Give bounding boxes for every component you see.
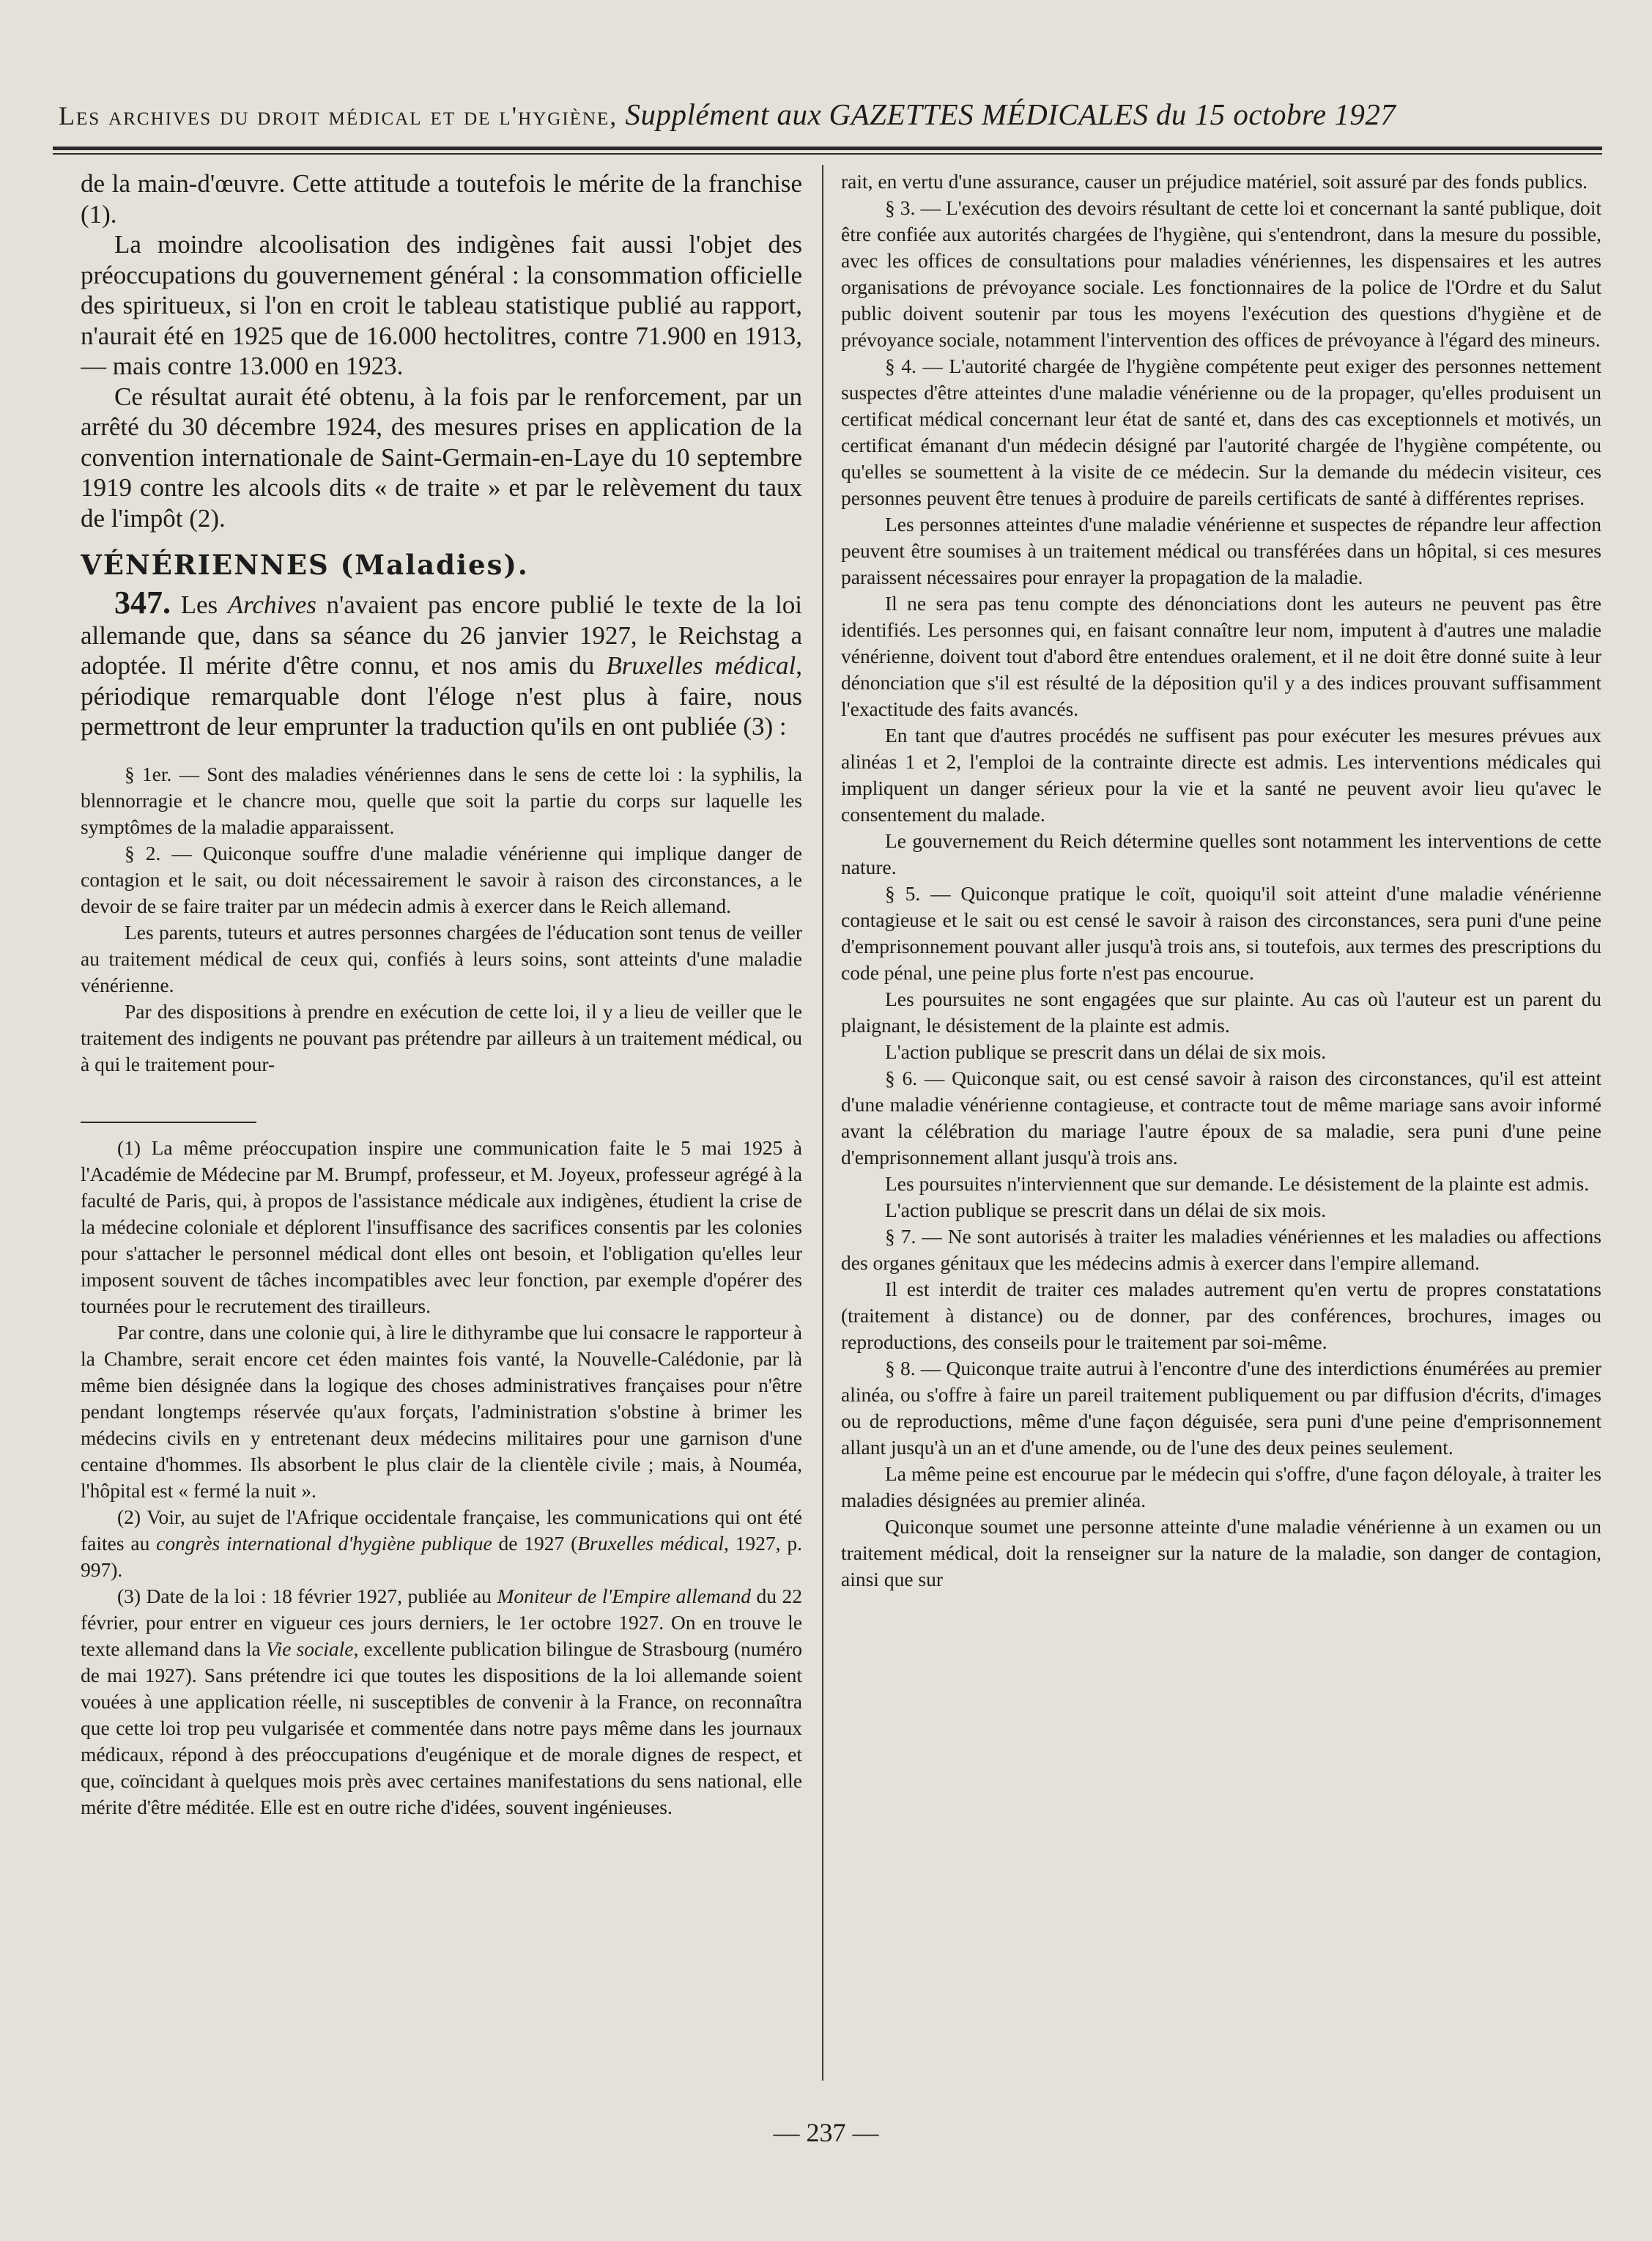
article-paragraph <box>81 585 802 742</box>
law-paragraph: § 1er. — Sont des maladies vénériennes dans le sens de cette loi : la syphilis, la blennorragie et le chancre mou, quelle que soit la partie du corps sur laquelle les symptômes de la maladie apparaissent. <box>81 762 802 838</box>
page-number: — 237 — <box>773 2118 879 2147</box>
footnote-3 <box>81 1583 802 1820</box>
law-text-left <box>81 761 802 1078</box>
text-run: , 1927, p. 997). <box>81 1531 802 1581</box>
law-paragraph: § 3. — L'exécution des devoirs résultant de cette loi et concernant la santé publique, doit être confiée aux autorités chargées de l'hygiène, qui s'entendront, dans la mesure du possible, avec les offices de consultations pour maladies vénériennes, les dispensaires et les autres organisations de prévoyance sociale. Les fonctionnaires de la police de l'Ordre et du Salut public doivent soutenir par tous les moyens l'exécution des questions d'hygiène et de prévoyance sociale, notamment l'intervention des offices de prévoyance à l'égard des mineurs. <box>841 196 1601 351</box>
law-paragraph: Quiconque soumet une personne atteinte d'une maladie vénérienne à un examen ou un traitement médical, doit la renseigner sur la nature de la maladie, son danger de contagion, ainsi que sur <box>841 1515 1601 1590</box>
italic-run: Bruxelles médical <box>606 651 796 680</box>
law-paragraph: § 6. — Quiconque sait, ou est censé savoir à raison des circonstances, qu'il est atteint d'une maladie vénérienne contagieuse, et contracte tout de même mariage sans avoir informé avant la célébration du mariage l'autre époux de sa maladie, sera puni d'une peine d'emprisonnement allant jusqu'à trois ans. <box>841 1067 1601 1168</box>
footnote-1: (1) La même préoccupation inspire une communication faite le 5 mai 1925 à l'Académie de Médecine par M. Brumpf, professeur, et M. Joyeux, professeur agrégé à la faculté de Paris, qui, à propos de l'assistance médicale aux indigènes, étudient la crise de la médecine coloniale et déplorent l'insuffisance des sacrifices consentis par les colonies pour s'attacher le personnel médical dont elles ont besoin, et l'obligation qu'elles leur imposent souvent de tâches incompatibles avec leur fonction, par exemple d'opérer des tournées pour le recrutement des tirailleurs. <box>81 1136 802 1317</box>
running-header <box>59 97 1604 132</box>
italic-run: Moniteur de l'Empire allemand <box>497 1584 752 1607</box>
italic-run: Vie sociale <box>265 1637 354 1660</box>
law-paragraph: rait, en vertu d'une assurance, causer un préjudice matériel, soit assuré par des fonds publics. <box>841 170 1588 193</box>
law-paragraph: Par des dispositions à prendre en exécution de cette loi, il y a lieu de veiller que le traitement des indigents ne pouvant pas prétendre par ailleurs à un traitement médical, ou à qui le traitement pour- <box>81 999 802 1075</box>
law-paragraph: § 5. — Quiconque pratique le coït, quoiqu'il soit atteint d'une maladie vénérienne contagieuse et le sait ou est censé le savoir à raison des circonstances, sera puni d'une peine d'emprisonnement pouvant aller jusqu'à trois ans, si toutefois, aux termes des prescriptions du code pénal, une peine plus forte n'est pas encourue. <box>841 882 1601 984</box>
law-paragraph: La même peine est encourue par le médecin qui s'offre, d'une façon déloyale, à traiter les maladies désignées au premier alinéa. <box>841 1462 1601 1511</box>
law-paragraph: § 7. — Ne sont autorisés à traiter les maladies vénériennes et les maladies ou affections des organes génitaux que les médecins admis à exercer dans l'empire allemand. <box>841 1225 1601 1274</box>
law-paragraph: Les parents, tuteurs et autres personnes chargées de l'éducation sont tenus de veiller au traitement médical de ceux qui, confiés à leurs soins, sont atteints d'une maladie vénérienne. <box>81 920 802 996</box>
footnote-1-continued: Par contre, dans une colonie qui, à lire le dithyrambe que lui consacre le rapporteur à la Chambre, serait encore cet éden maintes fois vanté, la Nouvelle-Calédonie, par là même bien désignée dans la logique des choses administratives françaises pour n'être pendant longtemps réservée qu'aux forçats, l'administration s'obstine à brimer les médecins civils en y entretenant deux médecins militaires pour une garnison d'une centaine d'hommes. Ils absorbent le plus clair de la clientèle civile ; mais, à Nouméa, l'hôpital est « fermé la nuit ». <box>81 1320 802 1502</box>
text-run: , excellente publication bilingue de Strasbourg (numéro de mai 1927). Sans prétendre ici que toutes les dispositions de la loi allemande soient vouées à une application réelle, ni susceptibles de convenir à la France, on reconnaîtra que cette loi trop peu vulgarisée et commentée dans notre pays même dans les journaux médicaux, répond à des préoccupations d'eugénique et de morale dignes de respect, et que, coïncidant à quelques mois près avec certaines manifestations du sens national, elle mérite d'être méditée. Elle est en outre riche d'idées, souvent ingénieuses. <box>81 1637 802 1818</box>
law-paragraph: § 2. — Quiconque souffre d'une maladie vénérienne qui implique danger de contagion et le sait, ou doit nécessairement le savoir à raison des circonstances, a le devoir de se faire traiter par un médecin admis à exercer dans le Reich allemand. <box>81 841 802 917</box>
supplement-label: Supplément aux <box>625 97 822 131</box>
text-run: de 1927 ( <box>492 1531 578 1555</box>
paragraph: La moindre alcoolisation des indigènes fait aussi l'objet des préoccupations du gouvernement général : la consommation officielle des spiritueux, si l'on en croit le tableau statistique publié au rapport, n'aurait été en 1925 que de 16.000 hectolitres, contre 71.900 en 1913, — mais contre 13.000 en 1923. <box>81 230 802 380</box>
gazettes-title: GAZETTES MÉDICALES <box>829 97 1149 131</box>
law-paragraph: L'action publique se prescrit dans un délai de six mois. <box>885 1199 1327 1221</box>
law-text-right <box>841 168 1601 1593</box>
issue-date: du 15 octobre 1927 <box>1155 97 1396 131</box>
header-rule <box>53 147 1602 150</box>
footnotes <box>81 1135 802 1820</box>
text-run: (3) Date de la loi : 18 février 1927, publiée au <box>117 1584 497 1607</box>
law-paragraph: En tant que d'autres procédés ne suffisent pas pour exécuter les mesures prévues aux alinéas 1 et 2, l'emploi de la contrainte directe est admis. Les interventions médicales qui impliquent un danger sérieux pour la vie et la santé ne peuvent avoir lieu qu'avec le consentement du malade. <box>841 724 1601 826</box>
intro-text <box>81 168 802 533</box>
text-run: , périodique remarquable dont l'éloge n'est plus à faire, nous permettront de leur emprunter la traduction qu'ils en ont publiée (3) : <box>81 651 802 741</box>
law-paragraph: Le gouvernement du Reich détermine quelles sont notamment les interventions de cette nature. <box>841 829 1601 878</box>
footnote-2 <box>81 1504 802 1583</box>
italic-run: Bruxelles médical <box>577 1531 724 1555</box>
law-paragraph: § 8. — Quiconque traite autrui à l'encontre d'une des interdictions énumérées au premier alinéa, ou s'offre à faire un pareil traitement publiquement ou par diffusion d'écrits, d'images ou de reproductions, même d'une façon déguisée, sera puni d'une peine d'emprisonnement allant jusqu'à un an et d'une amende, ou de l'une des deux peines seulement. <box>841 1357 1601 1459</box>
law-paragraph: § 4. — L'autorité chargée de l'hygiène compétente peut exiger des personnes nettement suspectes d'être atteintes d'une maladie vénérienne ou de la propager, qu'elles produisent un certificat médical concernant leur état de santé et, dans des cas exceptionnels et motivés, un certificat émanant d'un médecin désigné par l'autorité chargée de l'hygiène compétente, ou qu'elles se soumettent à la visite de ce médecin. Sur la demande du médecin visiteur, ces personnes peuvent être tenues à produire de pareils certificats de santé à différentes reprises. <box>841 355 1601 509</box>
text-run: n'avaient pas encore publié le texte de la loi allemande que, dans sa séance du 26 janvier 1927, le Reichstag a adoptée. Il mérite d'être connu, et nos amis du <box>81 590 802 680</box>
law-paragraph: Il ne sera pas tenu compte des dénonciations dont les auteurs ne peuvent pas être identifiés. Les personnes qui, en faisant connaître leur nom, imputent à d'autres une maladie vénérienne, doivent tout d'abord être entendues oralement, et il ne doit être donné suite à leur dénonciation que s'il est résulté de la déposition qu'il y a des indices prouvant suffisamment l'exactitude des faits avancés. <box>841 592 1601 720</box>
section-title: VÉNÉRIENNES (Maladies). <box>81 549 529 581</box>
law-paragraph: Les poursuites ne sont engagées que sur plainte. Au cas où l'auteur est un parent du plaignant, le désistement de la plainte est admis. <box>841 988 1601 1037</box>
right-column <box>841 168 1601 2103</box>
footnote-rule <box>81 1122 256 1123</box>
italic-run: congrès international d'hygiène publique <box>156 1531 492 1555</box>
text-run: (2) Voir, au sujet de l'Afrique occidentale française, les communications qui ont été faites au <box>81 1505 802 1555</box>
law-paragraph: Les personnes atteintes d'une maladie vénérienne et suspectes de répandre leur affection peuvent être soumises à un traitement médical ou transférées dans un hôpital, si ces mesures paraissent nécessaires pour enrayer la propagation de la maladie. <box>841 513 1601 588</box>
article-number: 347. <box>114 585 171 621</box>
text-run: Les <box>171 590 228 619</box>
italic-run: Archives <box>227 590 316 619</box>
journal-title: Les archives du droit médical et de l'hygiène, <box>59 101 618 130</box>
law-paragraph: L'action publique se prescrit dans un délai de six mois. <box>885 1040 1327 1063</box>
left-column <box>81 168 802 2103</box>
text-run: du 22 février, pour entrer en vigueur ces jours derniers, le 1er octobre 1927. On en trouve le texte allemand dans la <box>81 1584 802 1660</box>
column-divider <box>822 165 823 2081</box>
law-paragraph: Il est interdit de traiter ces malades autrement qu'en vertu de propres constatations (traitement à distance) ou de donner, par des conférences, brochures, images ou reproductions, des conseils pour le traitement par soi-même. <box>841 1278 1601 1353</box>
paragraph: de la main-d'œuvre. Cette attitude a toutefois le mérite de la franchise (1). <box>81 169 802 229</box>
article-intro <box>81 585 802 742</box>
header-rule-thin <box>53 153 1602 155</box>
law-paragraph: Les poursuites n'interviennent que sur demande. Le désistement de la plainte est admis. <box>885 1172 1590 1195</box>
paragraph: Ce résultat aurait été obtenu, à la fois par le renforcement, par un arrêté du 30 décembre 1924, des mesures prises en application de la convention internationale de Saint-Germain-en-Laye du 10 septembre 1919 contre les alcools dits « de traite » et par le relèvement du taux de l'impôt (2). <box>81 382 802 533</box>
